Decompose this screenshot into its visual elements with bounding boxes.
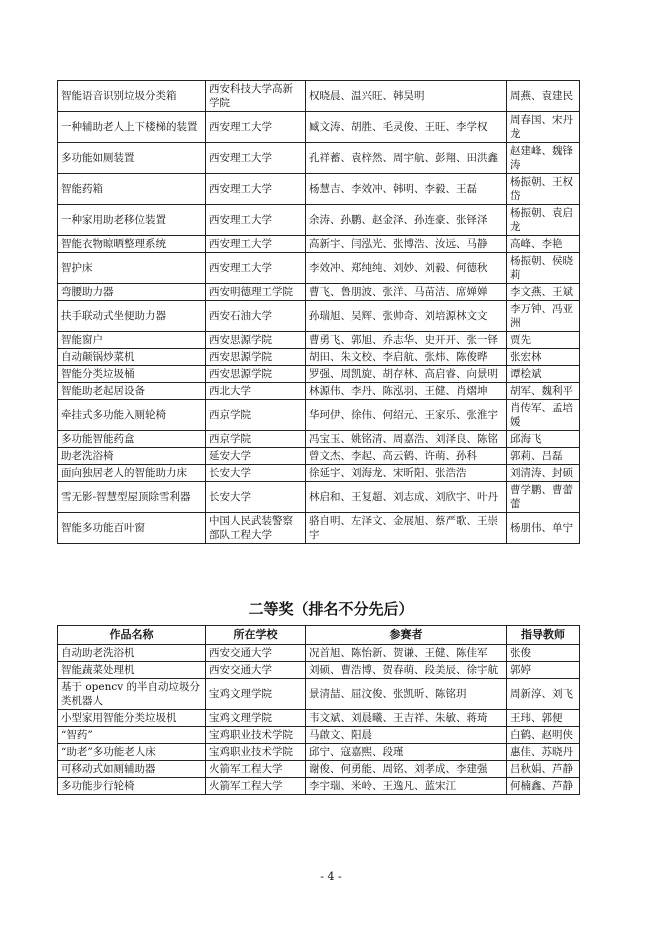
- cell-advisor: 白鹤、赵明侠: [507, 727, 580, 744]
- cell-participants: 李宇瑞、米岭、王逸凡、蓝宋江: [306, 778, 507, 795]
- cell-work-name: 基于 opencv 的半自动垃圾分类机器人: [58, 679, 206, 710]
- header-participants: 参赛者: [306, 626, 507, 645]
- cell-participants: 邱宁、寇嘉熙、段瑾: [306, 744, 507, 761]
- table-row: [58, 710, 580, 727]
- table-row: [58, 465, 580, 482]
- cell-work-name: 助老洗浴椅: [58, 448, 206, 465]
- table-row: [58, 332, 580, 349]
- cell-work-name: 可移动式如厕辅助器: [58, 761, 206, 778]
- cell-school: 西安交通大学: [206, 662, 306, 679]
- cell-school: 西安石油大学: [206, 301, 306, 332]
- cell-work-name: 智护床: [58, 253, 206, 284]
- cell-advisor: 赵建峰、魏锋涛: [507, 143, 580, 174]
- table-row: [58, 482, 580, 513]
- first-prize-table-body: [58, 81, 580, 544]
- header-work-name: 作品名称: [58, 626, 206, 645]
- cell-participants: 曾文杰、李起、高云鹤、许萌、孙科: [306, 448, 507, 465]
- cell-participants: 韦文斌、刘晨曦、王吉祥、朱敏、蒋琦: [306, 710, 507, 727]
- cell-participants: 胡田、朱文校、李启航、张炜、陈俊晔: [306, 349, 507, 366]
- cell-work-name: 多功能智能药盒: [58, 431, 206, 448]
- header-row: [58, 626, 580, 645]
- cell-participants: 谢俊、何勇能、周铭、刘孝成、李建强: [306, 761, 507, 778]
- cell-advisor: 周春国、宋丹龙: [507, 112, 580, 143]
- table-row: [58, 383, 580, 400]
- cell-school: 西京学院: [206, 431, 306, 448]
- cell-work-name: “智药”: [58, 727, 206, 744]
- second-prize-table: [57, 625, 580, 795]
- table-row: [58, 112, 580, 143]
- cell-advisor: 周燕、袁建民: [507, 81, 580, 112]
- cell-school: 西安明德理工学院: [206, 284, 306, 301]
- cell-participants: 臧文涛、胡胜、毛灵俊、王旺、李学权: [306, 112, 507, 143]
- cell-advisor: 王玮、郭便: [507, 710, 580, 727]
- cell-participants: 骆自明、左泽文、金展旭、蔡严歌、王崇宇: [306, 513, 507, 544]
- cell-advisor: 邱海飞: [507, 431, 580, 448]
- header-advisor: 指导教师: [507, 626, 580, 645]
- cell-advisor: 张俊: [507, 645, 580, 662]
- page-number: - 4 -: [320, 870, 342, 883]
- cell-work-name: 自动颠锅炒菜机: [58, 349, 206, 366]
- table-row: [58, 205, 580, 236]
- cell-advisor: 何楠鑫、芦静: [507, 778, 580, 795]
- cell-advisor: 谭桧斌: [507, 366, 580, 383]
- section-title-second-prize: 二等奖（排名不分先后）: [248, 600, 414, 618]
- cell-school: 宝鸡文理学院: [206, 679, 306, 710]
- cell-work-name: 自动助老洗浴机: [58, 645, 206, 662]
- cell-work-name: 扶手联动式坐便助力器: [58, 301, 206, 332]
- table-row: [58, 174, 580, 205]
- cell-participants: 林启和、王复超、刘志成、刘欣宇、叶丹: [306, 482, 507, 513]
- cell-school: 西安思源学院: [206, 349, 306, 366]
- cell-school: 中国人民武装警察部队工程大学: [206, 513, 306, 544]
- table-row: [58, 349, 580, 366]
- cell-participants: 徐延宇、刘海龙、宋昕阳、张浩浩: [306, 465, 507, 482]
- cell-advisor: 杨振朝、侯晓莉: [507, 253, 580, 284]
- cell-school: 长安大学: [206, 465, 306, 482]
- cell-work-name: 多功能如厕装置: [58, 143, 206, 174]
- cell-participants: 孙瑞旭、吴辉、张帅奇、刘培源林文文: [306, 301, 507, 332]
- cell-work-name: 智能语音识别垃圾分类箱: [58, 81, 206, 112]
- cell-participants: 曹勇飞、郭旭、乔志华、史开开、张一铎: [306, 332, 507, 349]
- table-row: [58, 284, 580, 301]
- cell-participants: 华珂伊、徐伟、何绍元、王家乐、张淮宇: [306, 400, 507, 431]
- cell-work-name: “助老”多功能老人床: [58, 744, 206, 761]
- cell-participants: 况首旭、陈怡新、贺谦、王健、陈佳军: [306, 645, 507, 662]
- cell-advisor: 胡军、魏利平: [507, 383, 580, 400]
- table-row: [58, 81, 580, 112]
- cell-participants: 权晓晨、温兴旺、韩昊明: [306, 81, 507, 112]
- cell-work-name: 智能窗户: [58, 332, 206, 349]
- cell-work-name: 小型家用智能分类垃圾机: [58, 710, 206, 727]
- header-school: 所在学校: [206, 626, 306, 645]
- table-row: [58, 301, 580, 332]
- cell-advisor: 贾先: [507, 332, 580, 349]
- cell-school: 西安理工大学: [206, 205, 306, 236]
- cell-participants: 景清喆、屈汶俊、张凯昕、陈铭玥: [306, 679, 507, 710]
- cell-school: 火箭军工程大学: [206, 778, 306, 795]
- table-row: [58, 236, 580, 253]
- cell-advisor: 曹学鹏、曹蕾蕾: [507, 482, 580, 513]
- cell-work-name: 牵挂式多功能入厕轮椅: [58, 400, 206, 431]
- cell-school: 西安科技大学高新学院: [206, 81, 306, 112]
- cell-participants: 杨慧吉、李效冲、韩明、李毅、王磊: [306, 174, 507, 205]
- cell-advisor: 吕秋娟、芦静: [507, 761, 580, 778]
- table-row: [58, 744, 580, 761]
- table-row: [58, 679, 580, 710]
- cell-work-name: 一种家用助老移位装置: [58, 205, 206, 236]
- cell-school: 西安理工大学: [206, 112, 306, 143]
- cell-participants: 罗强、周凯旋、胡存林、高启睿、向景明: [306, 366, 507, 383]
- cell-school: 西北大学: [206, 383, 306, 400]
- table-row: [58, 253, 580, 284]
- cell-participants: 李效冲、郑纯纯、刘妙、刘毅、何德秋: [306, 253, 507, 284]
- cell-participants: 刘硕、曹浩博、贺春萌、段美辰、徐宇航: [306, 662, 507, 679]
- cell-advisor: 李文燕、王斌: [507, 284, 580, 301]
- cell-school: 长安大学: [206, 482, 306, 513]
- cell-advisor: 高峰、李艳: [507, 236, 580, 253]
- cell-school: 宝鸡文理学院: [206, 710, 306, 727]
- table-row: [58, 778, 580, 795]
- table-row: [58, 645, 580, 662]
- table-row: [58, 727, 580, 744]
- table-row: [58, 366, 580, 383]
- cell-school: 延安大学: [206, 448, 306, 465]
- cell-advisor: 惠佳、苏晓丹: [507, 744, 580, 761]
- cell-advisor: 肖传军、孟培媛: [507, 400, 580, 431]
- cell-advisor: 杨振朝、袁启龙: [507, 205, 580, 236]
- cell-advisor: 杨朋伟、单宁: [507, 513, 580, 544]
- cell-school: 西安理工大学: [206, 174, 306, 205]
- cell-participants: 曹飞、鲁朋波、张洋、马苗洁、席婵婵: [306, 284, 507, 301]
- cell-work-name: 多功能步行轮椅: [58, 778, 206, 795]
- cell-work-name: 智能药箱: [58, 174, 206, 205]
- table-row: [58, 513, 580, 544]
- table-row: [58, 143, 580, 174]
- cell-work-name: 智能多功能百叶窗: [58, 513, 206, 544]
- cell-school: 宝鸡职业技术学院: [206, 744, 306, 761]
- cell-work-name: 智能蔬菜处理机: [58, 662, 206, 679]
- table-row: [58, 662, 580, 679]
- cell-advisor: 郭婷: [507, 662, 580, 679]
- table-row: [58, 400, 580, 431]
- cell-school: 火箭军工程大学: [206, 761, 306, 778]
- cell-school: 西安思源学院: [206, 332, 306, 349]
- cell-work-name: 智能衣物晾晒整理系统: [58, 236, 206, 253]
- cell-participants: 余涛、孙鹏、赵金泽、孙连豪、张铎泽: [306, 205, 507, 236]
- cell-school: 西安理工大学: [206, 253, 306, 284]
- cell-participants: 高新宇、闫泓光、张博浩、汝远、马静: [306, 236, 507, 253]
- cell-school: 西安理工大学: [206, 236, 306, 253]
- cell-advisor: 张宏林: [507, 349, 580, 366]
- cell-school: 西安理工大学: [206, 143, 306, 174]
- first-prize-table: [57, 80, 580, 544]
- cell-advisor: 李万钟、冯亚洲: [507, 301, 580, 332]
- cell-work-name: 雪无影-智慧型屋顶除雪利器: [58, 482, 206, 513]
- table-row: [58, 431, 580, 448]
- cell-school: 西安交通大学: [206, 645, 306, 662]
- cell-participants: 林源伟、李丹、陈泓羽、王健、肖熠坤: [306, 383, 507, 400]
- cell-participants: 冯宝玉、姚铭清、周嘉浩、刘泽良、陈铭: [306, 431, 507, 448]
- cell-advisor: 郭莉、吕磊: [507, 448, 580, 465]
- cell-school: 西京学院: [206, 400, 306, 431]
- cell-advisor: 杨振朝、王权岱: [507, 174, 580, 205]
- second-prize-table-header: [58, 626, 580, 645]
- cell-participants: 马啟文、阳晨: [306, 727, 507, 744]
- cell-work-name: 智能分类垃圾桶: [58, 366, 206, 383]
- cell-participants: 孔祥蓄、袁梓然、周宇航、彭翔、田洪鑫: [306, 143, 507, 174]
- cell-advisor: 刘清涛、封硕: [507, 465, 580, 482]
- cell-advisor: 周新淳、刘飞: [507, 679, 580, 710]
- cell-work-name: 面向独居老人的智能助力床: [58, 465, 206, 482]
- cell-school: 西安思源学院: [206, 366, 306, 383]
- cell-work-name: 智能助老起居设备: [58, 383, 206, 400]
- cell-work-name: 一种辅助老人上下楼梯的装置: [58, 112, 206, 143]
- table-row: [58, 761, 580, 778]
- table-row: [58, 448, 580, 465]
- second-prize-table-body: [58, 645, 580, 795]
- cell-work-name: 弯腰助力器: [58, 284, 206, 301]
- cell-school: 宝鸡职业技术学院: [206, 727, 306, 744]
